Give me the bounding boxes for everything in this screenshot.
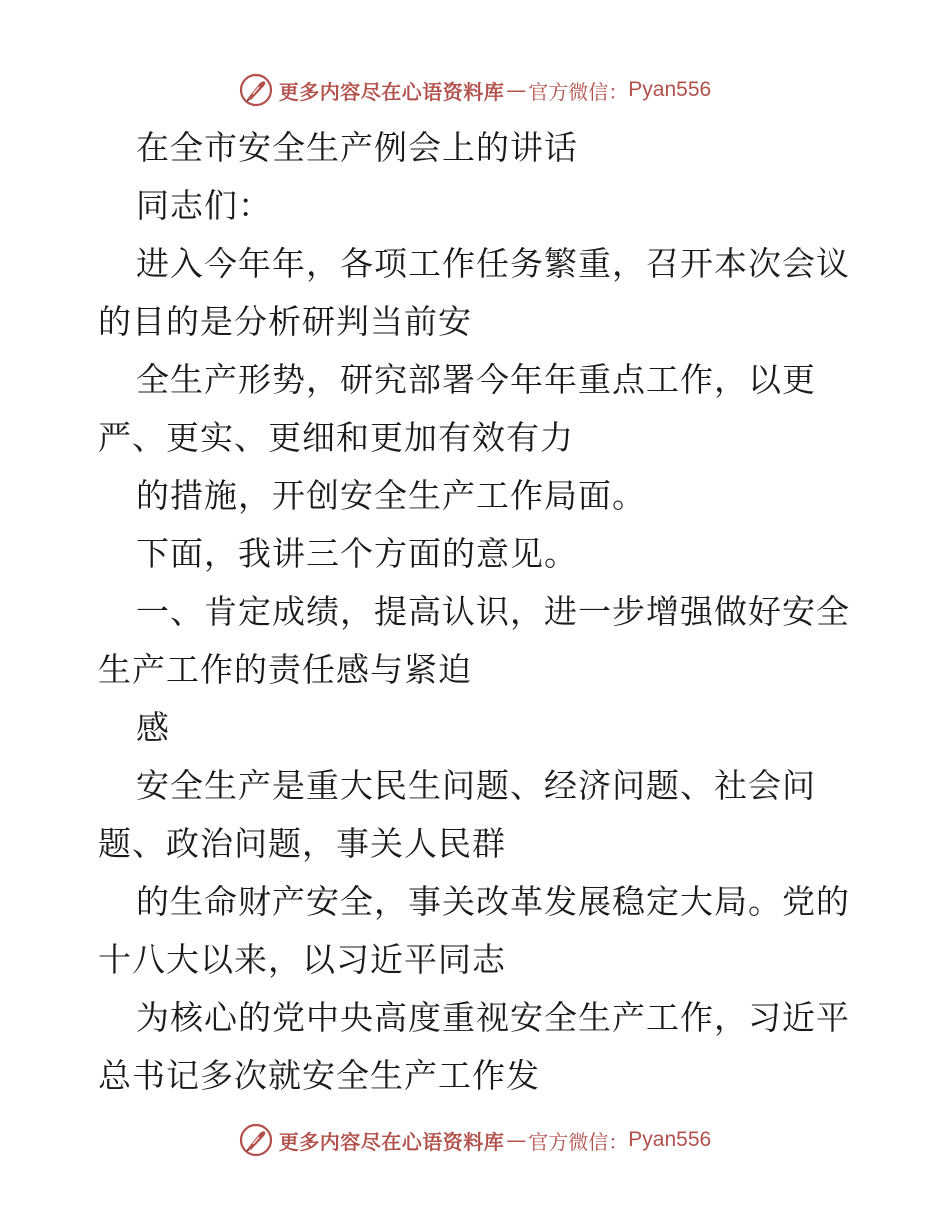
banner-separator: — bbox=[506, 78, 527, 102]
document-title: 在全市安全生产例会上的讲话 bbox=[136, 128, 578, 167]
banner-separator: — bbox=[506, 1128, 527, 1152]
banner-wechat-handle: Pyan556 bbox=[628, 1128, 712, 1151]
quill-pen-icon bbox=[239, 73, 273, 107]
body-line: 为核心的党中央高度重视安全生产工作，习近平 bbox=[136, 998, 850, 1037]
body-line: 的目的是分析研判当前安 bbox=[98, 302, 472, 341]
body-line: 总书记多次就安全生产工作发 bbox=[98, 1056, 540, 1095]
quill-pen-icon bbox=[239, 1123, 273, 1157]
body-line: 全生产形势，研究部署今年年重点工作，以更 bbox=[136, 360, 816, 399]
section-heading-line: 生产工作的责任感与紧迫 bbox=[98, 650, 472, 689]
body-line: 题、政治问题，事关人民群 bbox=[98, 824, 506, 863]
body-line: 的生命财产安全，事关改革发展稳定大局。党的 bbox=[136, 882, 850, 921]
body-line: 严、更实、更细和更加有效有力 bbox=[98, 418, 574, 457]
banner-brand-text: 更多内容尽在心语资料库 bbox=[278, 79, 505, 104]
body-line: 的措施，开创安全生产工作局面。 bbox=[136, 476, 646, 515]
body-line: 十八大以来，以习近平同志 bbox=[98, 940, 506, 979]
section-heading-line: 感 bbox=[136, 708, 170, 747]
banner-wechat-label: 官方微信： bbox=[528, 1129, 629, 1154]
banner-wechat-handle: Pyan556 bbox=[628, 78, 712, 101]
banner-brand-text: 更多内容尽在心语资料库 bbox=[278, 1129, 505, 1154]
footer-watermark-banner bbox=[0, 1118, 950, 1162]
section-heading-line: 一、肯定成绩，提高认识，进一步增强做好安全 bbox=[136, 592, 850, 631]
body-line: 下面，我讲三个方面的意见。 bbox=[136, 534, 578, 573]
salutation-line: 同志们： bbox=[136, 186, 272, 225]
body-line: 安全生产是重大民生问题、经济问题、社会问 bbox=[136, 766, 816, 805]
banner-wechat-label: 官方微信： bbox=[528, 79, 629, 104]
body-line: 进入今年年，各项工作任务繁重，召开本次会议 bbox=[136, 244, 850, 283]
header-watermark-banner bbox=[0, 68, 950, 112]
